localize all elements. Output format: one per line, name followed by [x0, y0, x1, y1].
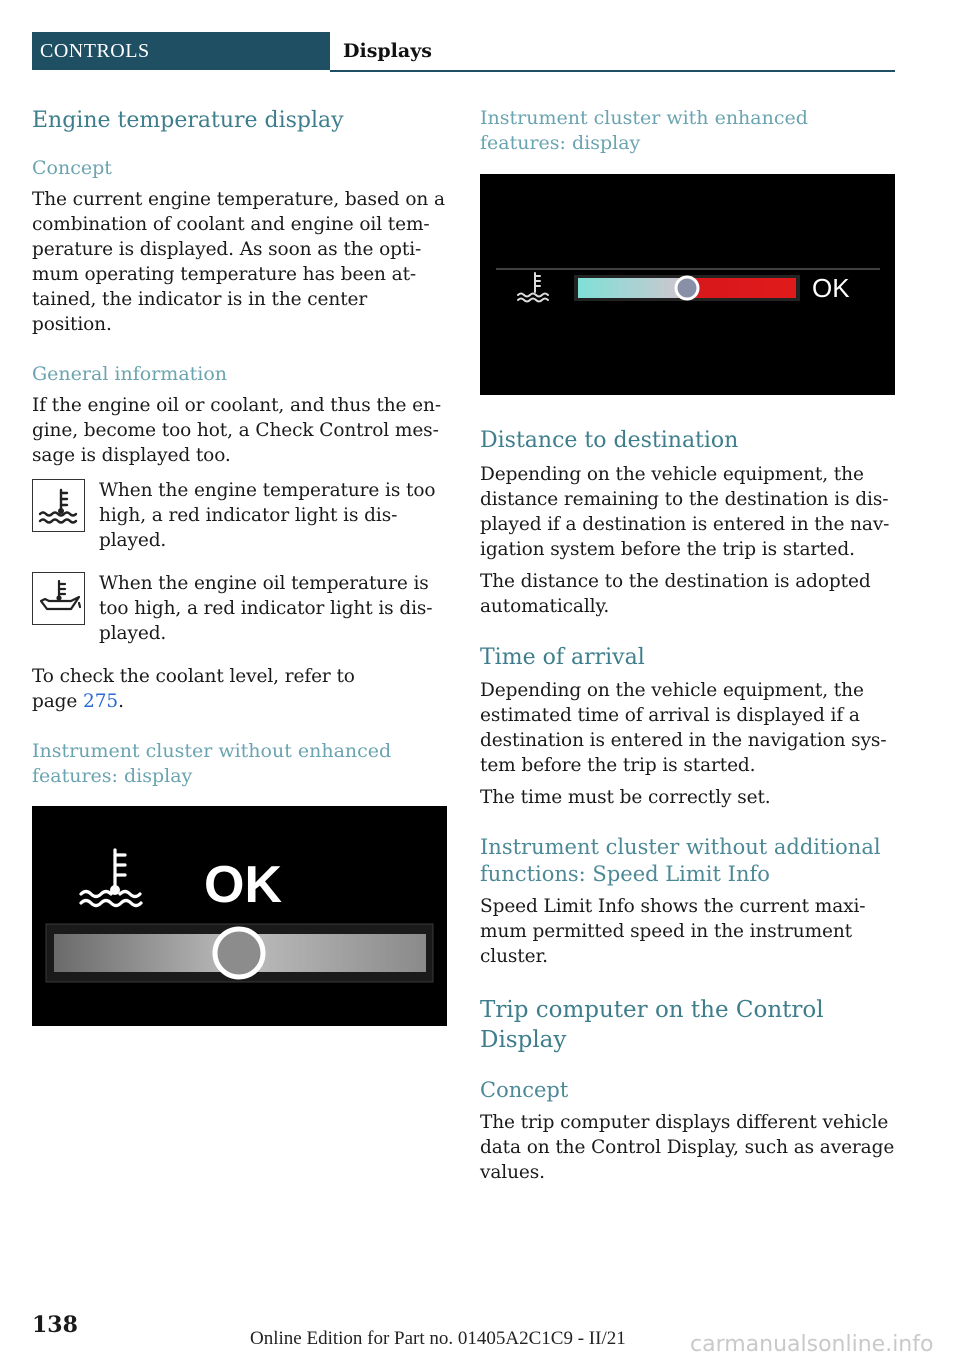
oil-warning-row	[32, 571, 447, 646]
speed-limit-paragraph: Speed Limit Info shows the current maxi-mum permitted speed in the instrument cluster.	[480, 896, 866, 967]
gauge-coolant-icon-bulb	[110, 885, 120, 895]
distance-paragraph-1: Depending on the vehicle equipment, the distance remaining to the destination is dis-played if a destination is entered in the nav-igation system before the trip is started.	[480, 464, 890, 560]
right-column	[480, 106, 895, 1185]
coolant-warning-row	[32, 478, 447, 553]
online-edition-footer: Online Edition for Part no. 01405A2C1C9 - II/21	[250, 1328, 626, 1349]
trip-concept-paragraph: The trip computer displays different vehicle data on the Control Display, such as average values.	[480, 1112, 895, 1183]
oil-temperature-icon	[32, 572, 85, 625]
header-rule	[330, 70, 895, 72]
concept-heading: Concept	[32, 157, 112, 179]
basic-cluster-heading: Instrument cluster without enhanced features: display	[32, 740, 392, 787]
distance-heading: Distance to destination	[480, 428, 739, 453]
enhanced-gauge-indicator	[676, 277, 698, 299]
section-header-controls: CONTROLS	[32, 32, 330, 70]
coolant-reference-period: .	[118, 691, 124, 712]
gauge-coolant-icon	[81, 850, 141, 906]
general-information-heading: General information	[32, 363, 228, 385]
page-number: 138	[32, 1312, 78, 1338]
enhanced-coolant-icon	[518, 273, 548, 302]
basic-gauge-indicator	[215, 929, 263, 977]
trip-concept-heading: Concept	[480, 1078, 569, 1102]
basic-gauge-ok-label: OK	[204, 856, 282, 914]
concept-paragraph: The current engine temperature, based on a combination of coolant and engine oil tem-perature is displayed. As soon as the opti-mum operating temperature has been at-tained, the indicator is in the center position.	[32, 189, 445, 335]
arrival-paragraph-2: The time must be correctly set.	[480, 787, 771, 808]
coolant-reference-text: To check the coolant level, refer to page	[32, 666, 355, 712]
enhanced-temperature-gauge-figure	[480, 174, 895, 395]
basic-temperature-gauge-figure	[32, 806, 447, 1026]
distance-paragraph-2: The distance to the destination is adopted automatically.	[480, 571, 871, 617]
enhanced-gauge-ok-label: OK	[812, 273, 850, 303]
chapter-header-displays: Displays	[343, 40, 432, 62]
coolant-temperature-icon	[32, 479, 85, 532]
left-column	[32, 106, 447, 1026]
speed-limit-heading: Instrument cluster without additional functions: Speed Limit Info	[480, 835, 881, 886]
general-information-paragraph: If the engine oil or coolant, and thus the en-gine, become too hot, a Check Control mes-sage is displayed too.	[32, 395, 441, 466]
page-275-link[interactable]: 275	[83, 691, 119, 712]
engine-temperature-title: Engine temperature display	[32, 108, 344, 133]
enhanced-cluster-heading: Instrument cluster with enhanced features: display	[480, 107, 808, 154]
coolant-reference-paragraph	[32, 664, 372, 714]
oil-warning-text: When the engine oil temperature is too high, a red indicator light is dis-played.	[99, 573, 433, 644]
coolant-warning-text: When the engine temperature is too high, a red indicator light is dis-played.	[99, 480, 436, 551]
watermark: carmanualsonline.info	[690, 1332, 934, 1357]
arrival-paragraph-1: Depending on the vehicle equipment, the estimated time of arrival is displayed if a destination is entered in the navigation sys-tem before the trip is started.	[480, 680, 887, 776]
arrival-heading: Time of arrival	[480, 645, 645, 670]
trip-computer-heading: Trip computer on the Control Display	[480, 997, 824, 1053]
